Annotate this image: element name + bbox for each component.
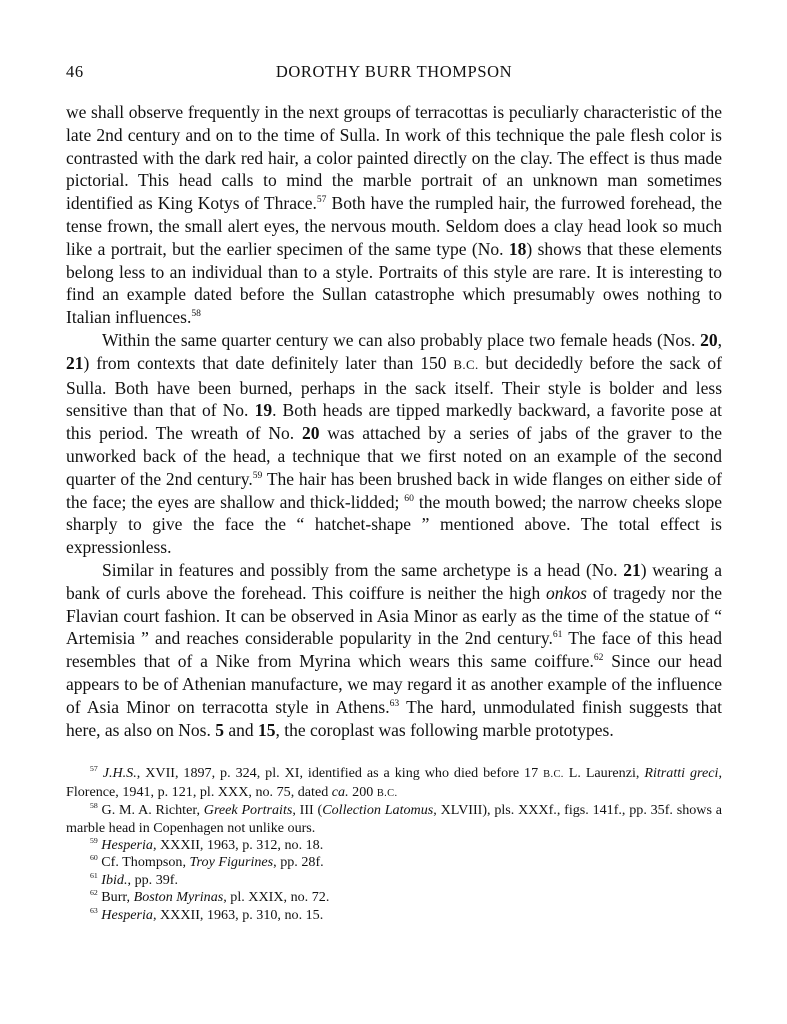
small-caps-text: B.C. (543, 769, 564, 781)
text-run: and (223, 719, 258, 740)
text-run: Since our head appears to be of Athenian manufacture, we may regard it as another example of the influence of Asia Minor on terracotta style in Athens. (66, 651, 723, 717)
catalogue-number: 15 (257, 719, 276, 740)
catalogue-number: 18 (508, 238, 527, 259)
catalogue-number: 5 (215, 719, 224, 740)
italic-text: onkos (546, 582, 587, 603)
italic-text: Ritratti greci (644, 765, 719, 782)
text-run: 200 (348, 783, 377, 800)
page-header (66, 62, 722, 86)
text-run: ) from contexts that date definitely later than 150 (83, 352, 454, 373)
text-run: ) wearing a bank of curls above the forehead. This coiffure is neither the high (66, 559, 722, 603)
text-run: , XVII, 1897, p. 324, pl. XI, identified as a king who died before 17 (136, 765, 544, 782)
footnote-58 (66, 802, 722, 837)
text-run: we shall observe frequently in the next groups of terracottas is peculiarly characteristic of the late 2nd century and on to the time of Sulla. In work of this technique the pale flesh color is contrasted with the dark red hair, a color painted directly on the clay. The effect is thus made pictorial. This head calls to mind the marble portrait of an unknown man sometimes identified as King Kotys of Thrace. (66, 102, 722, 214)
italic-text: Ibid. (101, 871, 128, 888)
footnote-marker: 63 (389, 697, 400, 709)
footnote-63 (66, 907, 722, 924)
page (66, 62, 722, 924)
footnote-marker: 57 (316, 193, 327, 205)
text-run: The face of this head resembles that of a Nike from Myrina which wears this same coiffure. (66, 628, 722, 672)
text-run: , XLVIII), pls. XXXf., figs. 141f., pp. 35f. shows a marble head in Copenhagen not unlike ours. (66, 802, 722, 836)
footnote-marker: 63 (90, 905, 98, 915)
italic-text: Troy Figurines (189, 854, 274, 871)
text-run: , (717, 329, 722, 350)
catalogue-number: 21 (623, 559, 641, 580)
text-run: ) shows that these elements belong less to an individual than to a style. Portraits of this style are rare. It is interesting to find an example dated before the Sullan catastrophe which presumably owes nothing to Italian influences. (66, 238, 722, 328)
footnote-marker: 57 (90, 764, 98, 774)
paragraph (66, 559, 722, 741)
footnote-61 (66, 872, 722, 889)
text-run: the mouth bowed; the narrow cheeks slope sharply to give the face the “ hatchet-shape ” mentioned above. The total effect is expressionless. (66, 491, 722, 558)
text-run: , pp. 39f. (127, 871, 179, 888)
catalogue-number: 21 (66, 352, 84, 373)
footnote-marker: 59 (252, 469, 263, 481)
text-run: Burr, (97, 889, 134, 906)
footnote-marker: 61 (90, 870, 98, 880)
italic-text: Collection Latomus (322, 802, 434, 819)
page-number: 46 (66, 62, 84, 81)
text-run: L. Laurenzi, (563, 765, 645, 782)
text-run: of tragedy nor the Flavian court fashion. It can be observed in Asia Minor as early as the time of the statue of “ Artemisia ” and reaches considerable popularity in the 2nd century. (66, 582, 722, 649)
paragraph (66, 101, 722, 329)
catalogue-number: 20 (700, 329, 718, 350)
text-run: Both have the rumpled hair, the furrowed forehead, the tense frown, the small alert eyes, the nervous mouth. Seldom does a clay head look so much like a portrait, but the earlier specimen of the same type (No. (66, 193, 722, 259)
text-run: , XXXII, 1963, p. 310, no. 15. (152, 906, 324, 923)
footnote-marker: 60 (90, 853, 98, 863)
text-run: Cf. Thompson, (97, 854, 190, 871)
footnote-marker: 60 (404, 492, 414, 504)
footnote-marker: 62 (90, 888, 98, 898)
footnote-59 (66, 837, 722, 854)
running-title: DOROTHY BURR THOMPSON (275, 62, 513, 81)
italic-text: J.H.S. (102, 765, 137, 782)
text-run: , pp. 28f. (273, 854, 324, 871)
text-run: G. M. A. Richter, (97, 802, 204, 819)
footnote-60 (66, 854, 722, 871)
italic-text: Greek Portraits (203, 802, 293, 819)
text-run: , pl. XXIX, no. 72. (223, 889, 330, 906)
text-run: , the coroplast was following marble prototypes. (275, 719, 614, 740)
text-run: but decidedly before the sack of Sulla. Both have been burned, perhaps in the sack itself. Their style is bolder and less sensitive than that of No. (66, 352, 722, 421)
small-caps-text: B.C. (453, 356, 479, 372)
text-run: . Both heads are tipped markedly backward, a favorite pose at this period. The wreath of No. (66, 400, 722, 444)
footnote-marker: 58 (191, 307, 201, 319)
catalogue-number: 20 (301, 423, 320, 444)
text-run: Similar in features and possibly from the same archetype is a head (No. (102, 559, 624, 580)
small-caps-text: B.C. (376, 787, 398, 799)
italic-text: Boston Myrinas (133, 889, 224, 906)
text-run: was attached by a series of jabs of the graver to the unworked back of the head, a technique that we first noted on an example of the second quarter of the 2nd century. (66, 423, 722, 489)
catalogue-number: 19 (254, 400, 273, 421)
paragraph (66, 329, 722, 559)
text-run: , XXXII, 1963, p. 312, no. 18. (152, 836, 324, 853)
italic-text: Hesperia (101, 836, 153, 853)
footnote-marker: 59 (90, 836, 98, 846)
text-run: , III ( (292, 802, 323, 819)
footnote-62 (66, 889, 722, 906)
footnote-marker: 58 (90, 801, 98, 811)
footnote-57 (66, 765, 722, 802)
footnotes (66, 765, 722, 924)
footnote-marker: 61 (552, 629, 563, 641)
text-run: The hair has been brushed back in wide flanges on either side of the face; the eyes are shallow and thick-lidded; (66, 468, 722, 512)
footnote-marker: 62 (593, 651, 604, 663)
text-run: , Florence, 1941, p. 121, pl. XXX, no. 75, dated (66, 765, 722, 800)
body-text (66, 101, 722, 741)
italic-text: Hesperia (101, 906, 153, 923)
text-run: The hard, unmodulated finish suggests that here, as also on Nos. (66, 696, 722, 740)
italic-text: ca. (331, 783, 349, 800)
text-run: Within the same quarter century we can also probably place two female heads (Nos. (102, 329, 701, 350)
